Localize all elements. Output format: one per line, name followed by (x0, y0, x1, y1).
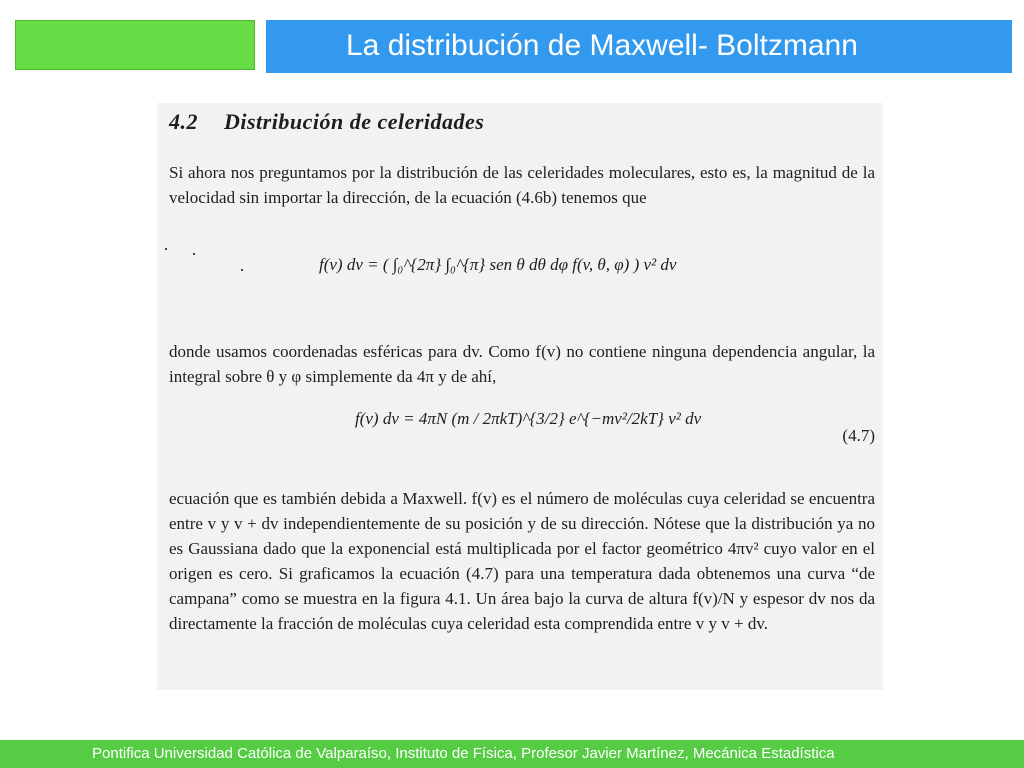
header-green-block (15, 20, 255, 70)
equation-1: f(v) dv = ( ∫₀^{2π} ∫₀^{π} sen θ dθ dφ f(v, θ, φ) ) v² dv (319, 255, 677, 274)
footer-bar (0, 740, 1024, 768)
scan-speck (241, 269, 243, 271)
section-title: Distribución de celeridades (224, 109, 485, 134)
equation-2: f(v) dv = 4πN (m / 2πkT)^{3/2} e^{−mv²/2kT} v² dv (355, 409, 702, 428)
scanned-page (157, 103, 883, 690)
footer-text: Pontifica Universidad Católica de Valparaíso, Instituto de Física, Profesor Javier Martínez, Mecánica Estadística (92, 745, 835, 762)
paragraph-3: ecuación que es también debida a Maxwell. f(v) es el número de moléculas cuya celeridad se encuentra entre v y v + dv independientemente de su posición y de su dirección. Nótese que la distribución ya no es Gaussiana dado que la exponencial está multiplicada por el factor geométrico 4πv² cuyo valor en el origen es cero. Si graficamos la ecuación (4.7) para una temperatura dada obtenemos una curva “de campana” como se muestra en la figura 4.1. Un área bajo la curva de altura f(v)/N y espesor dv nos da directamente la fracción de moléculas cuya celeridad esta comprendida entre v y v + dv. (169, 489, 875, 633)
slide-title: La distribución de Maxwell- Boltzmann (346, 29, 858, 62)
title-bar (266, 20, 1012, 73)
scan-speck (193, 253, 195, 255)
section-number: 4.2 (169, 109, 198, 134)
scan-speck (165, 248, 167, 250)
section-heading (169, 109, 484, 135)
paragraph-1: Si ahora nos preguntamos por la distribución de las celeridades moleculares, esto es, la magnitud de la velocidad sin importar la dirección, de la ecuación (4.6b) tenemos que (169, 163, 875, 207)
equation-2-number: (4.7) (842, 426, 875, 445)
paragraph-2: donde usamos coordenadas esféricas para dv. Como f(v) no contiene ninguna dependencia angular, la integral sobre θ y φ simplemente da 4π y de ahí, (169, 342, 875, 386)
